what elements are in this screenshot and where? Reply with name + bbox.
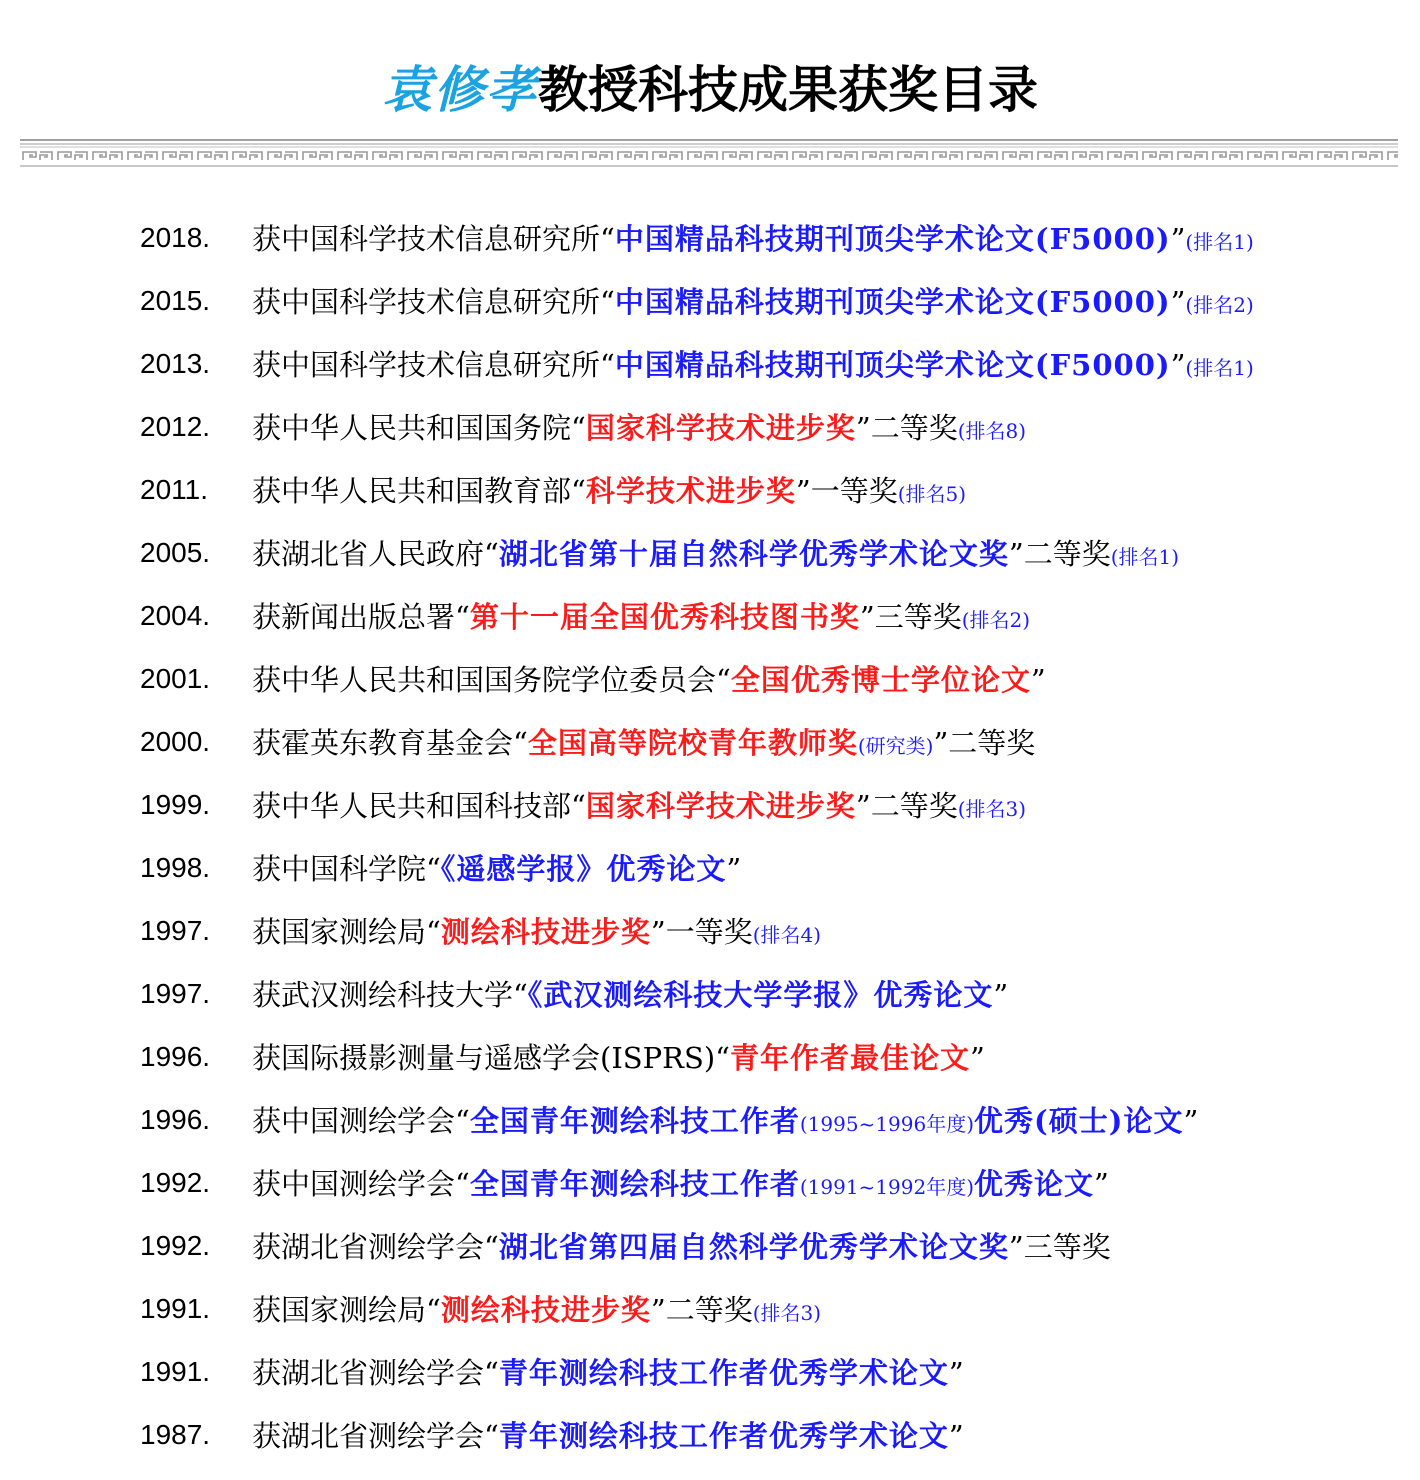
open-quote: “ xyxy=(600,348,615,382)
award-text xyxy=(252,658,1046,699)
award-title: 科学技术进步奖 xyxy=(585,474,796,508)
award-org: 获国际摄影测量与遥感学会(ISPRS) xyxy=(252,1041,716,1075)
award-grade: 三等奖 xyxy=(874,600,962,634)
open-quote: “ xyxy=(426,852,441,886)
award-year: 2011. xyxy=(140,473,208,505)
award-title: 中国精品科技期刊顶尖学术论文(F5000) xyxy=(614,222,1171,256)
close-quote: ” xyxy=(650,1293,666,1327)
award-org: 获中华人民共和国教育部 xyxy=(252,474,572,508)
award-rank: (排名2) xyxy=(961,608,1031,632)
award-grade: 二等奖 xyxy=(665,1293,753,1327)
award-item xyxy=(140,458,1400,521)
award-grade: 二等奖 xyxy=(870,789,958,823)
award-rank: (排名1) xyxy=(1185,356,1254,380)
open-quote: “ xyxy=(455,600,470,634)
award-text xyxy=(252,1225,1111,1266)
award-item xyxy=(140,206,1400,269)
open-quote: “ xyxy=(426,1293,441,1327)
award-item xyxy=(140,269,1400,332)
award-rank: (排名3) xyxy=(957,797,1027,821)
award-title-note: (研究类) xyxy=(857,734,934,758)
award-item xyxy=(140,1403,1400,1466)
award-title: 第十一届全国优秀科技图书奖 xyxy=(469,600,860,634)
award-item xyxy=(140,836,1400,899)
award-item xyxy=(140,1340,1400,1403)
open-quote: “ xyxy=(600,285,615,319)
open-quote: “ xyxy=(600,222,615,256)
award-item xyxy=(140,332,1400,395)
award-title: 全国优秀博士学位论文 xyxy=(730,663,1031,697)
award-org: 获中国科学技术信息研究所 xyxy=(252,285,601,319)
award-org: 获中国测绘学会 xyxy=(252,1104,456,1138)
award-item xyxy=(140,962,1400,1025)
award-text xyxy=(252,595,1030,636)
award-org: 获新闻出版总署 xyxy=(252,600,456,634)
close-quote: ” xyxy=(993,978,1009,1012)
award-grade: 三等奖 xyxy=(1023,1230,1111,1264)
award-text xyxy=(252,469,966,510)
award-title: 全国青年测绘科技工作者 xyxy=(469,1104,800,1138)
award-org: 获中国科学技术信息研究所 xyxy=(252,348,601,382)
award-text xyxy=(252,721,1035,762)
award-org: 获中华人民共和国国务院学位委员会 xyxy=(252,663,717,697)
award-year: 1987. xyxy=(140,1418,211,1450)
award-year: 2015. xyxy=(140,284,211,316)
award-year: 1996. xyxy=(140,1103,211,1135)
award-org: 获中国科学院 xyxy=(252,852,427,886)
award-org: 获中华人民共和国科技部 xyxy=(252,789,572,823)
close-quote: ” xyxy=(650,915,666,949)
award-year: 2004. xyxy=(140,599,211,631)
award-org: 获湖北省测绘学会 xyxy=(252,1230,485,1264)
award-item xyxy=(140,395,1400,458)
award-title: 测绘科技进步奖 xyxy=(440,915,651,949)
award-text xyxy=(252,1288,821,1329)
award-text xyxy=(252,847,741,888)
award-year: 2013. xyxy=(140,347,211,379)
close-quote: ” xyxy=(855,411,871,445)
award-org: 获湖北省测绘学会 xyxy=(252,1356,485,1390)
award-title: 全国青年测绘科技工作者 xyxy=(469,1167,800,1201)
award-grade: 二等奖 xyxy=(870,411,958,445)
close-quote: ” xyxy=(1008,537,1024,571)
award-title: 湖北省第十届自然科学优秀学术论文奖 xyxy=(498,537,1009,571)
award-year: 1991. xyxy=(140,1292,211,1324)
award-grade: 一等奖 xyxy=(810,474,898,508)
open-quote: “ xyxy=(484,1419,499,1453)
open-quote: “ xyxy=(455,1167,470,1201)
open-quote: “ xyxy=(455,1104,470,1138)
award-org: 获国家测绘局 xyxy=(252,915,427,949)
close-quote: ” xyxy=(1094,1167,1109,1201)
award-year: 1997. xyxy=(140,977,211,1009)
award-text xyxy=(252,343,1254,384)
award-org: 获中国测绘学会 xyxy=(252,1167,456,1201)
close-quote: ” xyxy=(970,1041,985,1075)
open-quote: “ xyxy=(571,789,586,823)
award-year: 2000. xyxy=(140,725,211,757)
award-text xyxy=(252,1036,985,1077)
award-title: 国家科学技术进步奖 xyxy=(585,789,856,823)
close-quote: ” xyxy=(859,600,875,634)
close-quote: ” xyxy=(948,1419,964,1453)
award-rank: (排名5) xyxy=(897,482,967,506)
award-year: 1998. xyxy=(140,851,211,883)
close-quote: ” xyxy=(933,726,949,760)
award-grade: 二等奖 xyxy=(1023,537,1111,571)
award-year: 1991. xyxy=(140,1355,211,1387)
award-year: 2012. xyxy=(140,410,211,442)
award-item xyxy=(140,1025,1400,1088)
award-year: 1997. xyxy=(140,914,211,946)
award-grade: 二等奖 xyxy=(948,726,1036,760)
award-org: 获霍英东教育基金会 xyxy=(252,726,514,760)
award-title-note: (1995~1996年度) xyxy=(799,1112,975,1136)
award-title: 中国精品科技期刊顶尖学术论文(F5000) xyxy=(614,348,1171,382)
award-year: 1992. xyxy=(140,1166,211,1198)
award-item xyxy=(140,773,1400,836)
close-quote: ” xyxy=(1008,1230,1024,1264)
open-quote: “ xyxy=(513,978,528,1012)
award-rank: (排名3) xyxy=(752,1301,822,1325)
close-quote: ” xyxy=(726,852,742,886)
open-quote: “ xyxy=(571,474,586,508)
award-org: 获武汉测绘科技大学 xyxy=(252,978,514,1012)
award-text xyxy=(252,784,1026,825)
award-item xyxy=(140,647,1400,710)
open-quote: “ xyxy=(426,915,441,949)
open-quote: “ xyxy=(571,411,586,445)
award-grade: 一等奖 xyxy=(665,915,753,949)
award-org: 获国家测绘局 xyxy=(252,1293,427,1327)
award-title-tail: 优秀论文 xyxy=(974,1167,1095,1201)
award-item xyxy=(140,1214,1400,1277)
close-quote: ” xyxy=(1183,1104,1199,1138)
close-quote: ” xyxy=(1170,222,1186,256)
page-title-text: 教授科技成果获奖目录 xyxy=(538,60,1038,119)
award-title: 中国精品科技期刊顶尖学术论文(F5000) xyxy=(614,285,1171,319)
award-org: 获中华人民共和国国务院 xyxy=(252,411,572,445)
close-quote: ” xyxy=(1170,285,1186,319)
award-title-tail: 优秀(硕士)论文 xyxy=(974,1104,1184,1138)
award-item xyxy=(140,1277,1400,1340)
award-org: 获湖北省人民政府 xyxy=(252,537,485,571)
award-text xyxy=(252,280,1254,321)
award-org: 获湖北省测绘学会 xyxy=(252,1419,485,1453)
award-title: 国家科学技术进步奖 xyxy=(585,411,856,445)
open-quote: “ xyxy=(716,663,731,697)
award-item xyxy=(140,521,1400,584)
award-title: 青年作者最佳论文 xyxy=(730,1041,971,1075)
award-text xyxy=(252,973,1008,1014)
close-quote: ” xyxy=(948,1356,964,1390)
award-year: 1996. xyxy=(140,1040,211,1072)
award-rank: (排名4) xyxy=(752,923,822,947)
award-text xyxy=(252,1351,964,1392)
open-quote: “ xyxy=(715,1041,730,1075)
close-quote: ” xyxy=(1170,348,1186,382)
professor-name: 袁修孝 xyxy=(382,60,538,119)
award-title: 湖北省第四届自然科学优秀学术论文奖 xyxy=(498,1230,1009,1264)
open-quote: “ xyxy=(484,537,499,571)
award-year: 2018. xyxy=(140,221,211,253)
award-year: 2005. xyxy=(140,536,211,568)
award-item xyxy=(140,1088,1400,1151)
open-quote: “ xyxy=(513,726,528,760)
award-list xyxy=(140,206,1400,1466)
award-text xyxy=(252,217,1254,258)
open-quote: “ xyxy=(484,1230,499,1264)
award-item xyxy=(140,899,1400,962)
close-quote: ” xyxy=(1030,663,1046,697)
award-item xyxy=(140,1151,1400,1214)
award-year: 2001. xyxy=(140,662,211,694)
award-title: 《武汉测绘科技大学学报》优秀论文 xyxy=(527,978,994,1012)
award-rank: (排名8) xyxy=(957,419,1027,443)
award-title: 全国高等院校青年教师奖 xyxy=(527,726,858,760)
award-year: 1999. xyxy=(140,788,211,820)
greek-key-border xyxy=(20,138,1398,170)
award-text xyxy=(252,1414,964,1455)
open-quote: “ xyxy=(484,1356,499,1390)
award-title: 《遥感学报》优秀论文 xyxy=(440,852,727,886)
award-text xyxy=(252,406,1026,447)
award-title: 测绘科技进步奖 xyxy=(440,1293,651,1327)
award-title-note: (1991~1992年度) xyxy=(799,1175,975,1199)
award-text xyxy=(252,532,1179,573)
award-text xyxy=(252,1099,1198,1140)
award-title: 青年测绘科技工作者优秀学术论文 xyxy=(498,1419,949,1453)
close-quote: ” xyxy=(795,474,811,508)
award-rank: (排名2) xyxy=(1185,293,1254,317)
award-year: 1992. xyxy=(140,1229,211,1261)
award-text xyxy=(252,1162,1109,1203)
page-title xyxy=(0,58,1420,122)
close-quote: ” xyxy=(855,789,871,823)
award-title: 青年测绘科技工作者优秀学术论文 xyxy=(498,1356,949,1390)
award-item xyxy=(140,584,1400,647)
award-rank: (排名1) xyxy=(1185,230,1254,254)
award-org: 获中国科学技术信息研究所 xyxy=(252,222,601,256)
award-item xyxy=(140,710,1400,773)
award-rank: (排名1) xyxy=(1110,545,1180,569)
award-text xyxy=(252,910,821,951)
